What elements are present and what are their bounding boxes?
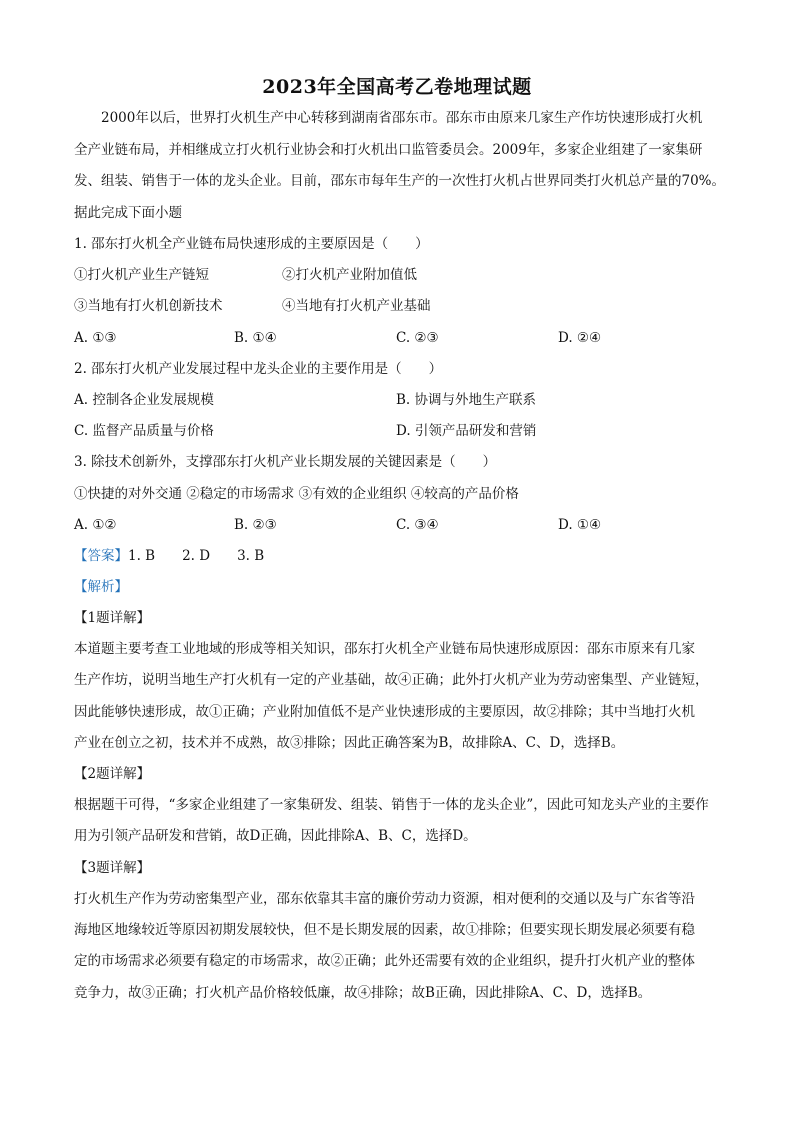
detail-2-heading: 【2题详解】 [74,766,151,782]
q3-option-d: D. ①④ [558,517,602,533]
intro-line-2: 全产业链布局，并相继成立打火机行业协会和打火机出口监管委员会。2009年，多家企业组建了一家集研 [74,142,703,158]
q2-option-a: A. 控制各企业发展规模 [74,392,214,408]
q1-item-4: ④当地有打火机产业基础 [282,298,431,314]
q1-items-row-2 [74,296,734,316]
q3-stem: 3. 除技术创新外，支撑邵东打火机产业长期发展的关键因素是（ ） [74,454,497,470]
answer-label: 【答案】 [74,548,128,564]
detail-1-line-1: 本道题主要考查工业地域的形成等相关知识，邵东打火机全产业链布局快速形成原因：邵东市原来有几家 [74,641,695,657]
q2-options-row-2 [74,421,734,441]
detail-1-line-4: 产业在创立之初，技术并不成熟，故③排除；因此正确答案为B，故排除A、C、D，选择B。 [74,735,625,751]
analysis-label: 【解析】 [74,579,128,595]
q1-option-c: C. ②③ [396,330,439,346]
detail-3-line-4: 竞争力，故③正确；打火机产品价格较低廉，故④排除；故B正确，因此排除A、C、D，选择B。 [74,985,652,1001]
answer-line [74,546,734,566]
q3-option-a: A. ①② [74,517,117,533]
q1-options [74,328,734,348]
page-title: 2023年全国高考乙卷地理试题 [262,76,532,98]
q1-option-b: B. ①④ [234,330,277,346]
q1-item-2: ②打火机产业附加值低 [282,267,417,283]
q2-option-b: B. 协调与外地生产联系 [396,392,537,408]
detail-3-line-2: 海地区地缘较近等原因初期发展较快，但不是长期发展的因素，故①排除；但要实现长期发展必须要有稳 [74,922,695,938]
detail-3-heading: 【3题详解】 [74,860,151,876]
q1-option-a: A. ①③ [74,330,117,346]
q3-items: ①快捷的对外交通 ②稳定的市场需求 ③有效的企业组织 ④较高的产品价格 [74,486,519,502]
detail-2-line-1: 根据题干可得，“多家企业组建了一家集研发、组装、销售于一体的龙头企业”，因此可知龙头产业的主要作 [74,797,709,813]
q1-stem: 1. 邵东打火机全产业链布局快速形成的主要原因是（ ） [74,236,429,252]
q2-option-c: C. 监督产品质量与价格 [74,423,214,439]
detail-3-line-3: 定的市场需求必须要有稳定的市场需求，故②正确；此外还需要有效的企业组织，提升打火机产业的整体 [74,953,695,969]
detail-3-line-1: 打火机生产作为劳动密集型产业，邵东依靠其丰富的廉价劳动力资源，相对便利的交通以及与广东省等沿 [74,891,695,907]
q1-item-3: ③当地有打火机创新技术 [74,298,223,314]
q1-item-1: ①打火机产业生产链短 [74,267,209,283]
q3-option-b: B. ②③ [234,517,277,533]
detail-1-line-2: 生产作坊，说明当地生产打火机有一定的产业基础，故④正确；此外打火机产业为劳动密集型、产业链短， [74,672,709,688]
detail-1-line-3: 因此能够快速形成，故①正确；产业附加值低不是产业快速形成的主要原因，故②排除；其中当地打火机 [74,704,695,720]
q2-stem: 2. 邵东打火机产业发展过程中龙头企业的主要作用是（ ） [74,361,443,377]
q1-items-row-1 [74,265,734,285]
detail-1-heading: 【1题详解】 [74,610,151,626]
q1-option-d: D. ②④ [558,330,602,346]
q3-option-c: C. ③④ [396,517,439,533]
q2-options-row-1 [74,390,734,410]
intro-line-3: 发、组装、销售于一体的龙头企业。目前，邵东市每年生产的一次性打火机占世界同类打火机总产量的70%。 [74,173,726,189]
q2-option-d: D. 引领产品研发和营销 [396,423,537,439]
detail-2-line-2: 用为引领产品研发和营销，故D正确，因此排除A、B、C，选择D。 [74,828,477,844]
q3-options [74,515,734,535]
intro-line-4: 据此完成下面小题 [74,205,182,221]
intro-line-1: 2000年以后，世界打火机生产中心转移到湖南省邵东市。邵东市由原来几家生产作坊快速形成打火机 [74,110,703,126]
answer-text: 1. B 2. D 3. B [128,548,265,564]
